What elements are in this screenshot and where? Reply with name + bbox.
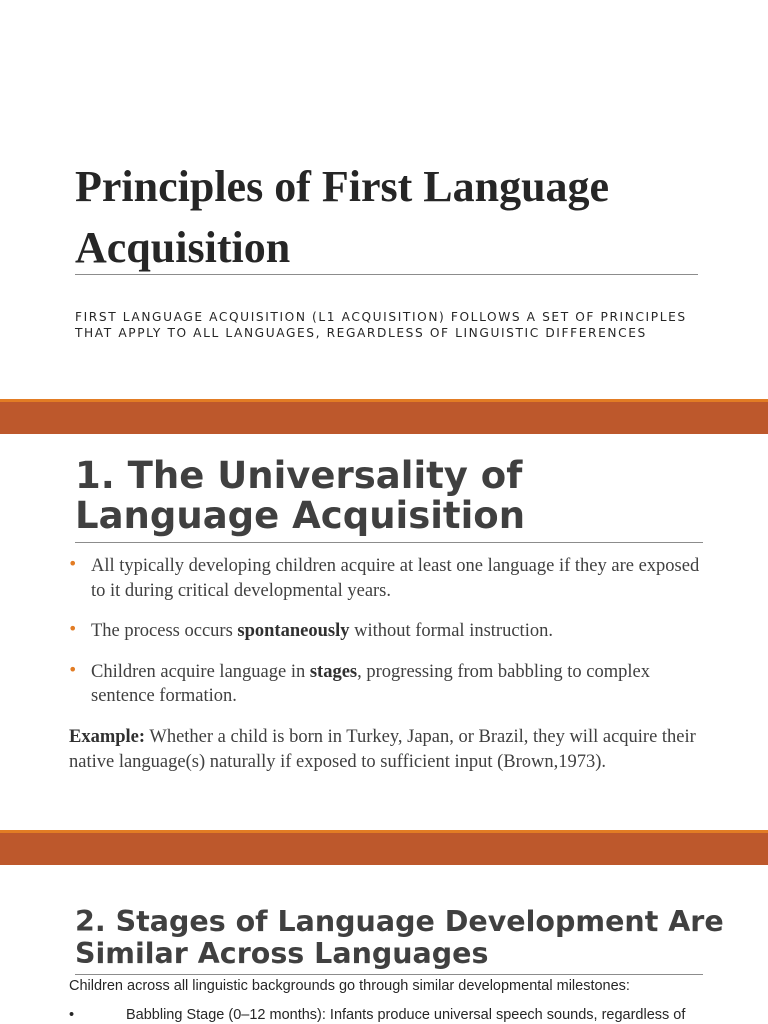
bullet-text-after: without formal instruction.	[349, 621, 553, 641]
title-divider	[75, 274, 698, 275]
example-label: Example:	[69, 727, 146, 747]
bullet-item	[68, 660, 708, 709]
bullet-text-before: The process occurs	[91, 621, 238, 641]
presentation-subtitle: FIRST LANGUAGE ACQUISITION (L1 ACQUISITION) FOLLOWS A SET OF PRINCIPLES THAT APPLY TO ALL LANGUAGES, REGARDLESS OF LINGUISTIC DIFFERENCES	[75, 310, 687, 340]
bullet-item	[68, 554, 708, 603]
bullet-emphasis: stages	[309, 661, 358, 682]
bullet-text: Babbling Stage (0–12 months): Infants produce universal speech sounds, regardless of	[126, 1007, 686, 1023]
bullet-text-before: Children acquire language in	[91, 661, 310, 682]
bullet-list	[68, 554, 708, 725]
slide-title: 2. Stages of Language Development Are Similar Across Languages	[75, 905, 724, 970]
example-text: Whether a child is born in Turkey, Japan, or Brazil, they will acquire their native language(s) naturally if exposed to sufficient input (Brown,1973).	[69, 727, 696, 772]
bullet-icon: •	[68, 554, 78, 573]
bullet-item	[68, 619, 708, 644]
bullet-icon: •	[68, 619, 78, 638]
bullet-text-after: , progressing from babbling to complex sentence formation.	[91, 661, 650, 706]
title-slide	[0, 0, 768, 400]
slide-title-divider	[75, 974, 703, 975]
presentation-title: Principles of First Language Acquisition	[75, 162, 610, 272]
slide-intro-text: Children across all linguistic backgrounds go through similar developmental milestones:	[69, 978, 630, 994]
bullet-text: All typically developing children acquire at least one language if they are exposed to it during critical developmental years.	[91, 556, 700, 601]
slide-title-divider	[75, 542, 703, 543]
bullet-icon: •	[68, 659, 78, 679]
slide-title: 1. The Universality of Language Acquisition	[75, 454, 526, 537]
slide-separator-band	[0, 830, 768, 865]
bullet-item	[69, 1006, 759, 1024]
slide-separator-band	[0, 399, 768, 434]
bullet-icon: •	[69, 1007, 75, 1023]
bullet-emphasis: spontaneously	[237, 621, 350, 641]
example-paragraph	[69, 725, 709, 775]
